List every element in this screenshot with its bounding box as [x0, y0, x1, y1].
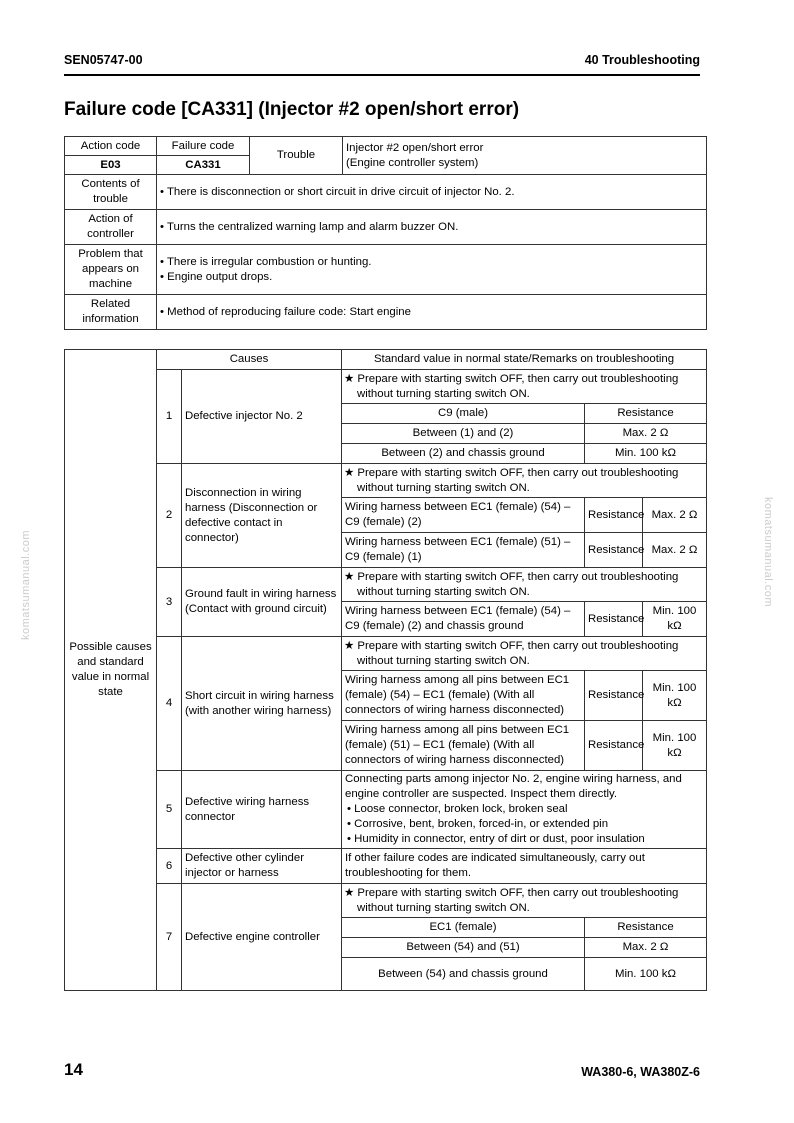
section-title: 40 Troubleshooting [584, 53, 700, 67]
cause-2-label-1: Resistance [585, 498, 643, 533]
cause-3-check-1: Wiring harness between EC1 (female) (54) – C9 (female) (2) and chassis ground [342, 602, 585, 637]
cause-6-remarks: If other failure codes are indicated simultaneously, carry out troubleshooting for them. [342, 849, 707, 884]
cause-1-check-1: Between (1) and (2) [342, 424, 585, 444]
action-label: Action of controller [65, 210, 157, 245]
action-value: • Turns the centralized warning lamp and alarm buzzer ON. [157, 210, 707, 245]
trouble-line-2: (Engine controller system) [346, 156, 479, 169]
cause-7-number: 7 [157, 884, 182, 991]
cause-1-resistance-header: Resistance [585, 404, 707, 424]
causes-table [64, 349, 707, 991]
cause-3-label-1: Resistance [585, 602, 643, 637]
cause-1-connector-header: C9 (male) [342, 404, 585, 424]
cause-4-value-2: Min. 100 kΩ [643, 721, 707, 771]
cause-7-value-1: Max. 2 Ω [585, 938, 707, 958]
cause-2-label-2: Resistance [585, 533, 643, 568]
cause-4-label-1: Resistance [585, 671, 643, 721]
cause-4-label-2: Resistance [585, 721, 643, 771]
trouble-line-1: Injector #2 open/short error [346, 141, 484, 154]
failure-code-value: CA331 [157, 156, 250, 175]
cause-7-check-2: Between (54) and chassis ground [342, 958, 585, 991]
document-code: SEN05747-00 [64, 53, 143, 67]
cause-5-bullet-1: • Loose connector, broken lock, broken seal [347, 803, 568, 815]
trouble-label: Trouble [250, 137, 343, 175]
failure-code-label: Failure code [157, 137, 250, 156]
action-code-label: Action code [65, 137, 157, 156]
cause-4-value-1: Min. 100 kΩ [643, 671, 707, 721]
cause-5-remarks [342, 771, 707, 849]
cause-5-bullet-2: • Corrosive, bent, broken, forced-in, or extended pin [347, 818, 609, 830]
cause-3-value-1: Min. 100 kΩ [643, 602, 707, 637]
problem-value: • There is irregular combustion or hunting. • Engine output drops. [157, 245, 707, 295]
action-code-value: E03 [65, 156, 157, 175]
cause-7-prepare-note: ★ Prepare with starting switch OFF, then carry out troubleshooting without turning starting switch ON. [342, 884, 707, 918]
page-number: 14 [64, 1060, 83, 1079]
possible-causes-label: Possible causes and standard value in normal state [65, 350, 157, 991]
cause-2-name: Disconnection in wiring harness (Disconnection or defective contact in connector) [182, 464, 342, 568]
related-value: • Method of reproducing failure code: Start engine [157, 295, 707, 330]
model-name: WA380-6, WA380Z-6 [581, 1065, 700, 1079]
cause-7-value-2: Min. 100 kΩ [585, 958, 707, 991]
cause-4-check-2: Wiring harness among all pins between EC1 (female) (51) – EC1 (female) (With all connectors of wiring harness disconnected) [342, 721, 585, 771]
cause-5-name: Defective wiring harness connector [182, 771, 342, 849]
problem-label: Problem that appears on machine [65, 245, 157, 295]
cause-1-value-2: Min. 100 kΩ [585, 444, 707, 464]
cause-1-value-1: Max. 2 Ω [585, 424, 707, 444]
cause-4-name: Short circuit in wiring harness (with another wiring harness) [182, 637, 342, 771]
cause-7-resistance-header: Resistance [585, 918, 707, 938]
cause-2-value-2: Max. 2 Ω [643, 533, 707, 568]
cause-7-connector-header: EC1 (female) [342, 918, 585, 938]
trouble-description [343, 137, 707, 175]
cause-5-intro: Connecting parts among injector No. 2, engine wiring harness, and engine controller are suspected. Inspect them directly. [345, 773, 682, 800]
cause-2-check-2: Wiring harness between EC1 (female) (51) – C9 (female) (1) [342, 533, 585, 568]
cause-4-check-1: Wiring harness among all pins between EC1 (female) (54) – EC1 (female) (With all connectors of wiring harness disconnected) [342, 671, 585, 721]
page-title: Failure code [CA331] (Injector #2 open/short error) [64, 99, 520, 120]
cause-2-value-1: Max. 2 Ω [643, 498, 707, 533]
standard-value-header: Standard value in normal state/Remarks on troubleshooting [342, 350, 707, 370]
watermark-left: komatsumanual.com [20, 530, 32, 640]
cause-3-number: 3 [157, 568, 182, 637]
cause-5-number: 5 [157, 771, 182, 849]
cause-4-number: 4 [157, 637, 182, 771]
cause-1-number: 1 [157, 370, 182, 464]
cause-2-prepare-note: ★ Prepare with starting switch OFF, then carry out troubleshooting without turning starting switch ON. [342, 464, 707, 498]
cause-1-prepare-note: ★ Prepare with starting switch OFF, then carry out troubleshooting without turning starting switch ON. [342, 370, 707, 404]
cause-5-bullet-3: • Humidity in connector, entry of dirt or dust, poor insulation [347, 833, 645, 845]
cause-7-name: Defective engine controller [182, 884, 342, 991]
header-divider [64, 74, 700, 76]
cause-1-check-2: Between (2) and chassis ground [342, 444, 585, 464]
cause-6-name: Defective other cylinder injector or harness [182, 849, 342, 884]
cause-7-check-1: Between (54) and (51) [342, 938, 585, 958]
cause-4-prepare-note: ★ Prepare with starting switch OFF, then carry out troubleshooting without turning starting switch ON. [342, 637, 707, 671]
cause-2-check-1: Wiring harness between EC1 (female) (54) – C9 (female) (2) [342, 498, 585, 533]
cause-2-number: 2 [157, 464, 182, 568]
cause-3-prepare-note: ★ Prepare with starting switch OFF, then carry out troubleshooting without turning starting switch ON. [342, 568, 707, 602]
cause-3-name: Ground fault in wiring harness (Contact with ground circuit) [182, 568, 342, 637]
related-label: Related information [65, 295, 157, 330]
contents-value: • There is disconnection or short circuit in drive circuit of injector No. 2. [157, 175, 707, 210]
cause-6-number: 6 [157, 849, 182, 884]
contents-label: Contents of trouble [65, 175, 157, 210]
watermark-right: komatsumanual.com [762, 497, 774, 607]
failure-summary-table [64, 136, 707, 330]
cause-1-name: Defective injector No. 2 [182, 370, 342, 464]
causes-header: Causes [157, 350, 342, 370]
